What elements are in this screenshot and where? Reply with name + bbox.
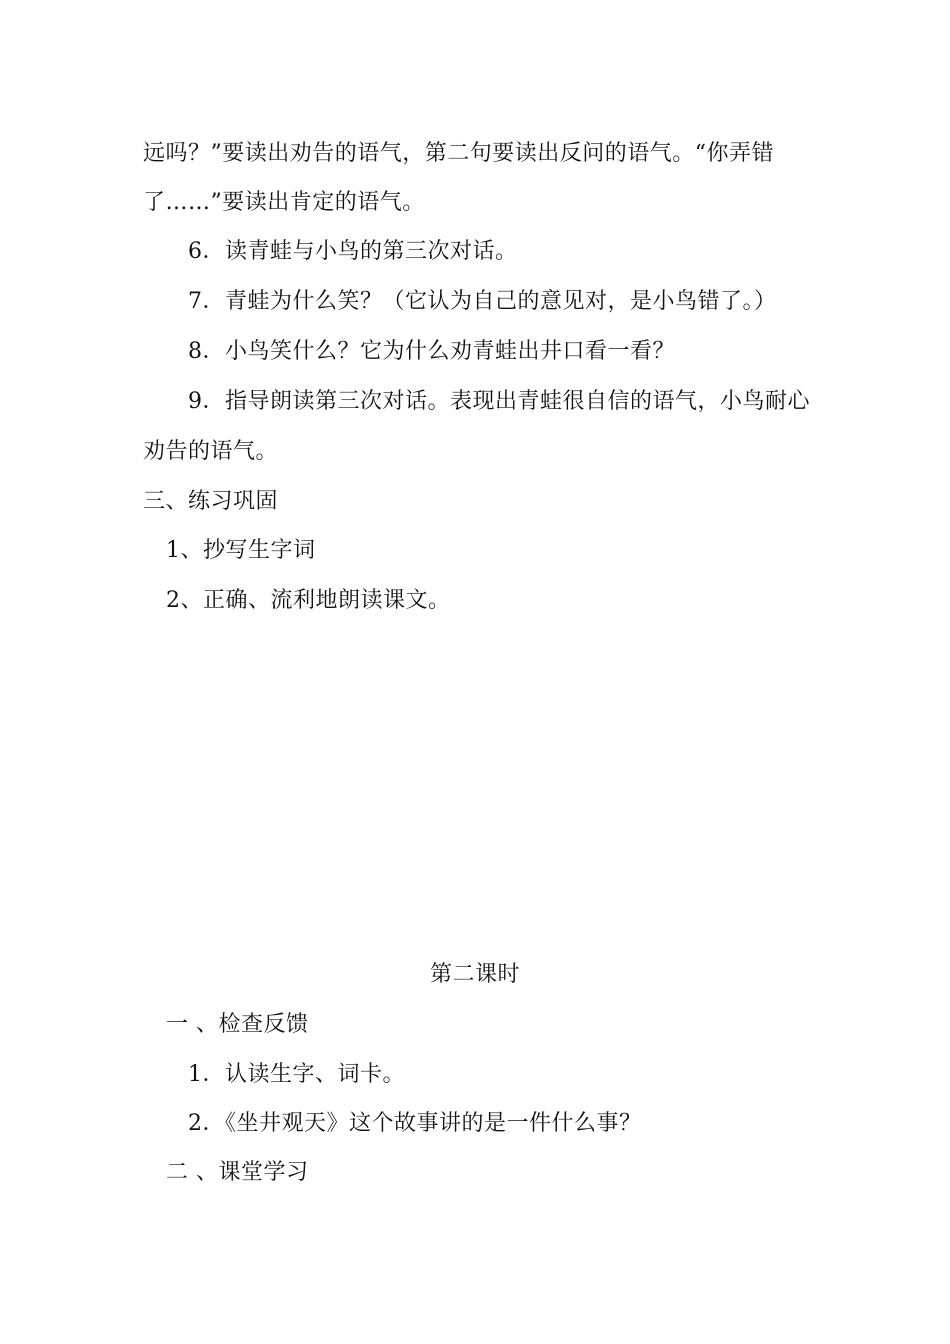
list-item: 1．认读生字、词卡。 <box>188 1062 405 1087</box>
section-title: 第二课时 <box>430 962 521 987</box>
section-heading: 三、练习巩固 <box>143 489 279 514</box>
text-line: 劝告的语气。 <box>143 439 279 464</box>
text-line: 远吗？”要读出劝告的语气，第二句要读出反问的语气。“你弄错 <box>143 141 774 166</box>
list-item: 7．青蛙为什么笑？（它认为自己的意见对，是小鸟错了。） <box>188 289 777 314</box>
section-heading: 二 、课堂学习 <box>166 1160 309 1185</box>
list-item: 2、正确、流利地朗读课文。 <box>166 588 451 613</box>
section-heading: 一 、检查反馈 <box>166 1012 309 1037</box>
list-item: 8．小鸟笑什么？它为什么劝青蛙出井口看一看？ <box>188 339 675 364</box>
list-item: 6．读青蛙与小鸟的第三次对话。 <box>188 239 518 264</box>
text-line: 了……”要读出肯定的语气。 <box>143 190 425 215</box>
list-item: 1、抄写生字词 <box>166 538 316 563</box>
list-item: 2．《坐井观天》这个故事讲的是一件什么事？ <box>188 1111 642 1136</box>
list-item: 9．指导朗读第三次对话。表现出青蛙很自信的语气，小鸟耐心 <box>188 389 810 414</box>
